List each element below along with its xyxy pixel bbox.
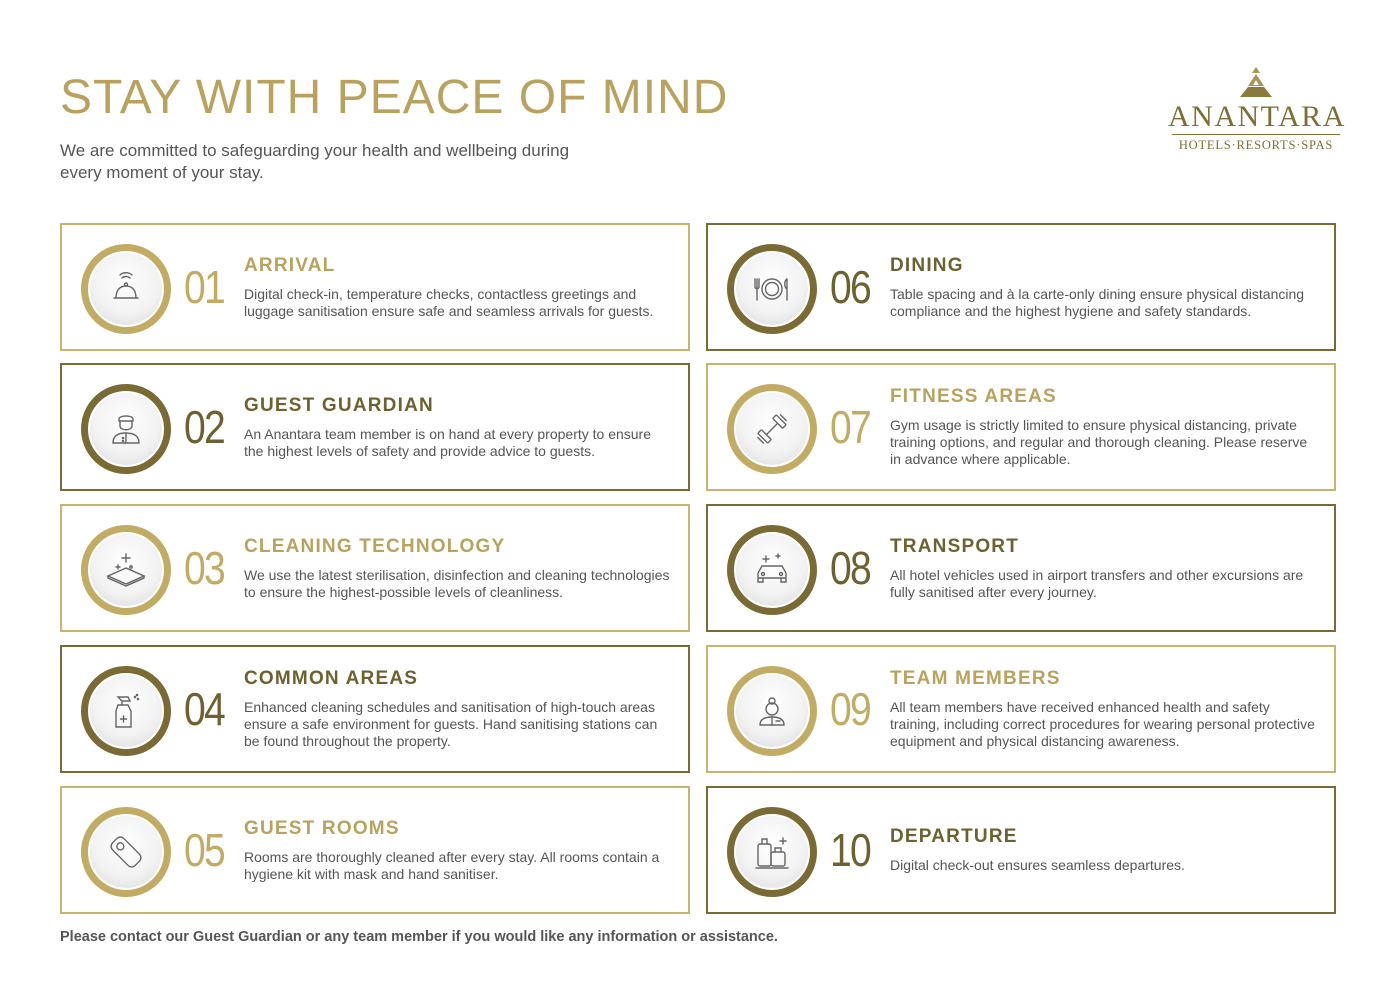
card-icon-badge [81,244,171,334]
card-description: An Anantara team member is on hand at every property to ensure the highest levels of safety and provide advice to guests. [244,425,652,459]
card-description: Digital check-out ensures seamless departures. [890,857,1185,873]
card-heading: COMMON AREAS [244,668,419,689]
team-member-icon [750,689,794,733]
card-icon-badge [81,384,171,474]
dumbbell-icon [750,407,794,451]
card-heading: GUEST GUARDIAN [244,394,434,416]
card-description: We use the latest sterilisation, disinfection and cleaning technologies to ensure the highest-possible levels of cleanliness. [244,566,670,600]
card-guest-rooms [60,786,690,914]
card-icon-badge [81,666,171,756]
card-number: 06 [830,261,871,313]
card-number: 07 [830,401,871,453]
card-number: 08 [830,542,871,594]
card-description: All hotel vehicles used in airport transfers and other excursions are fully sanitised after every journey. [890,566,1304,600]
anantara-emblem-icon [1239,66,1273,98]
spray-bottle-icon [104,689,148,733]
card-fitness-areas [706,363,1336,491]
card-number: 04 [184,683,225,735]
card-icon-badge [727,244,817,334]
door-hanger-icon [104,830,148,874]
card-number: 01 [184,261,225,313]
card-icon-badge [727,807,817,897]
brand-name: ANANTARA [1168,100,1346,133]
card-description: Table spacing and à la carte-only dining ensure physical distancing compliance and the highest hygiene and safety standards. [890,285,1305,319]
brand-divider [1172,134,1340,135]
card-description: Digital check-in, temperature checks, contactless greetings and luggage sanitisation ensure safe and seamless arrivals for guests. [244,285,654,319]
card-cleaning-technology [60,504,690,632]
card-number: 10 [830,824,871,876]
card-description: Enhanced cleaning schedules and sanitisation of high-touch areas ensure a safe environment for guests. Hand sanitising stations can be found throughout the property. [244,699,658,749]
brand-tagline: HOTELS·RESORTS·SPAS [1178,138,1334,152]
card-heading: TRANSPORT [890,535,1020,557]
card-transport [706,504,1336,632]
card-number: 03 [184,542,225,594]
luggage-icon [750,830,794,874]
footer-note: Please contact our Guest Guardian or any team member if you would like any information or assistance. [60,929,778,945]
card-dining [706,223,1336,351]
card-heading: CLEANING TECHNOLOGY [244,535,506,557]
card-team-members [706,645,1336,773]
card-common-areas [60,645,690,773]
card-heading: GUEST ROOMS [244,817,400,839]
card-icon-badge [727,525,817,615]
card-heading: FITNESS AREAS [890,386,1057,407]
brand-logo [1168,66,1344,153]
card-description: Gym usage is strictly limited to ensure physical distancing, private training options, and regular and thorough cleaning. Please reserve in advance where applicable. [890,417,1308,467]
card-guest-guardian [60,363,690,491]
sparkle-surface-icon [104,548,148,592]
card-heading: TEAM MEMBERS [890,668,1061,689]
card-number: 02 [184,401,225,453]
guardian-icon [104,407,148,451]
card-heading: DEPARTURE [890,826,1018,847]
service-bell-icon [104,267,148,311]
card-icon-badge [81,525,171,615]
dining-plate-icon [750,267,794,311]
card-arrival [60,223,690,351]
card-description: All team members have received enhanced health and safety training, including correct procedures for wearing personal protective equipment and physical distancing awareness. [890,699,1315,749]
page-title: STAY WITH PEACE OF MIND [60,71,729,124]
card-departure [706,786,1336,914]
card-description: Rooms are thoroughly cleaned after every stay. All rooms contain a hygiene kit with mask and hand sanitiser. [244,848,660,882]
card-heading: DINING [890,254,964,276]
card-number: 05 [184,824,225,876]
page-subtitle: We are committed to safeguarding your health and wellbeing during every moment of your stay. [60,141,570,182]
card-heading: ARRIVAL [244,254,336,276]
card-icon-badge [727,384,817,474]
card-icon-badge [727,666,817,756]
clean-car-icon [750,548,794,592]
card-icon-badge [81,807,171,897]
card-number: 09 [830,683,871,735]
